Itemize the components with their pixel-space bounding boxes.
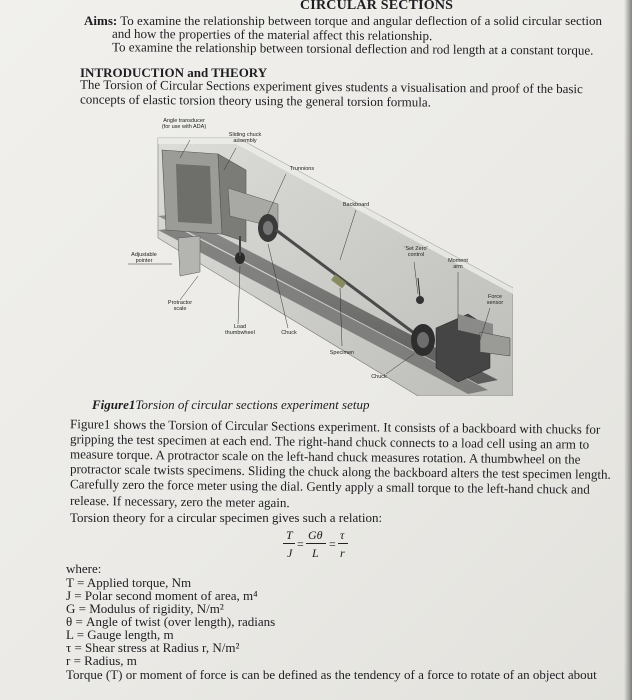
figure-caption-text: Torsion of circular sections experiment setup (135, 397, 370, 412)
formula-tau-num: τ (340, 528, 345, 542)
label-trunnions: Trunnions (289, 166, 315, 172)
label-angle-transducer: Angle transducer (for use with ADA) (161, 118, 207, 130)
aims-text-1: To examine the relationship between torque and angular deflection of a solid circular section (120, 13, 602, 28)
body-line-3: measure torque. A protractor scale on the left-hand chuck measures rotation. A thumbwheel on the (69, 446, 581, 467)
protractor-plate (178, 236, 200, 276)
formula-g-den: L (312, 546, 319, 560)
formula-eq-2: = (329, 537, 336, 551)
body-line-2: gripping the test specimen at each end. The right-hand chuck connects to a load cell using an arm to (69, 431, 590, 452)
formula-tau-den: r (340, 546, 345, 560)
where-item-polar-moment: J = Polar second moment of area, m⁴ (66, 588, 258, 603)
label-force-sensor: Force sensor (486, 294, 504, 306)
where-item-radius: r = Radius, m (66, 653, 137, 668)
aims-line-2: and how the properties of the material affect this relationship. (111, 25, 433, 44)
intro-line-1: The Torsion of Circular Sections experiment gives students a visualisation and proof of the basic (79, 76, 583, 97)
where-item-modulus: G = Modulus of rigidity, N/m² (66, 601, 224, 616)
where-label: where: (66, 561, 102, 576)
label-load-thumbwheel: Load thumbwheel (225, 324, 255, 336)
where-item-shear: τ = Shear stress at Radius r, N/m² (66, 640, 240, 655)
section-title-fragment: CIRCULAR SECTIONS (300, 0, 454, 13)
formula-t-num: T (286, 528, 293, 542)
where-item-length: L = Gauge length, m (66, 627, 174, 642)
experiment-figure (118, 118, 513, 396)
label-protractor-scale: Protractor scale (167, 300, 193, 312)
label-adjustable-pointer: Adjustable pointer (131, 252, 157, 264)
label-backboard: Backboard (342, 202, 370, 208)
label-chuck-left: Chuck (281, 330, 297, 336)
body-line-1: Figure1 shows the Torsion of Circular Sections experiment. It consists of a backboard with chucks for (69, 416, 601, 437)
body-line-7: Torsion theory for a circular specimen gives such a relation: (70, 510, 383, 525)
label-set-zero: 'Set Zero' control (404, 246, 428, 258)
where-item-angle: θ = Angle of twist (over length), radians (66, 614, 276, 629)
where-item-torque: T = Applied torque, Nm (66, 575, 192, 590)
label-chuck-right: Chuck (371, 374, 387, 380)
torque-definition-line: Torque (T) or moment of force is can be defined as the tendency of a force to rotate of an object about (66, 667, 597, 682)
aims-label: Aims: (84, 13, 118, 28)
body-line-5: Carefully zero the force meter using the dial. Gently apply a small torque to the left-hand chuck and (69, 476, 590, 497)
body-line-6: release. If necessary, zero the meter again. (69, 492, 290, 511)
label-sliding-chuck: Sliding chuck assembly (228, 132, 262, 144)
aims-line-3: To examine the relationship between torsional deflection and rod length at a constant torque. (111, 39, 594, 58)
intro-heading: INTRODUCTION and THEORY (80, 65, 268, 80)
photo-edge-shadow (624, 0, 632, 700)
body-line-4: protractor scale twists specimens. Sliding the chuck along the backboard alters the test specimen length. (69, 461, 611, 482)
formula-t-den: J (287, 546, 293, 560)
label-moment-arm: Moment arm (448, 258, 468, 270)
figure-caption (92, 398, 369, 412)
formula-eq-1: = (297, 537, 304, 551)
intro-line-2: concepts of elastic torsion theory using the general torsion formula. (79, 91, 431, 110)
figure-caption-prefix: Figure1 (92, 397, 136, 412)
apparatus-illustration (118, 118, 513, 396)
set-zero-knob (416, 296, 424, 304)
formula-g-num: Gθ (308, 528, 323, 542)
label-specimen: Specimen (329, 350, 355, 356)
